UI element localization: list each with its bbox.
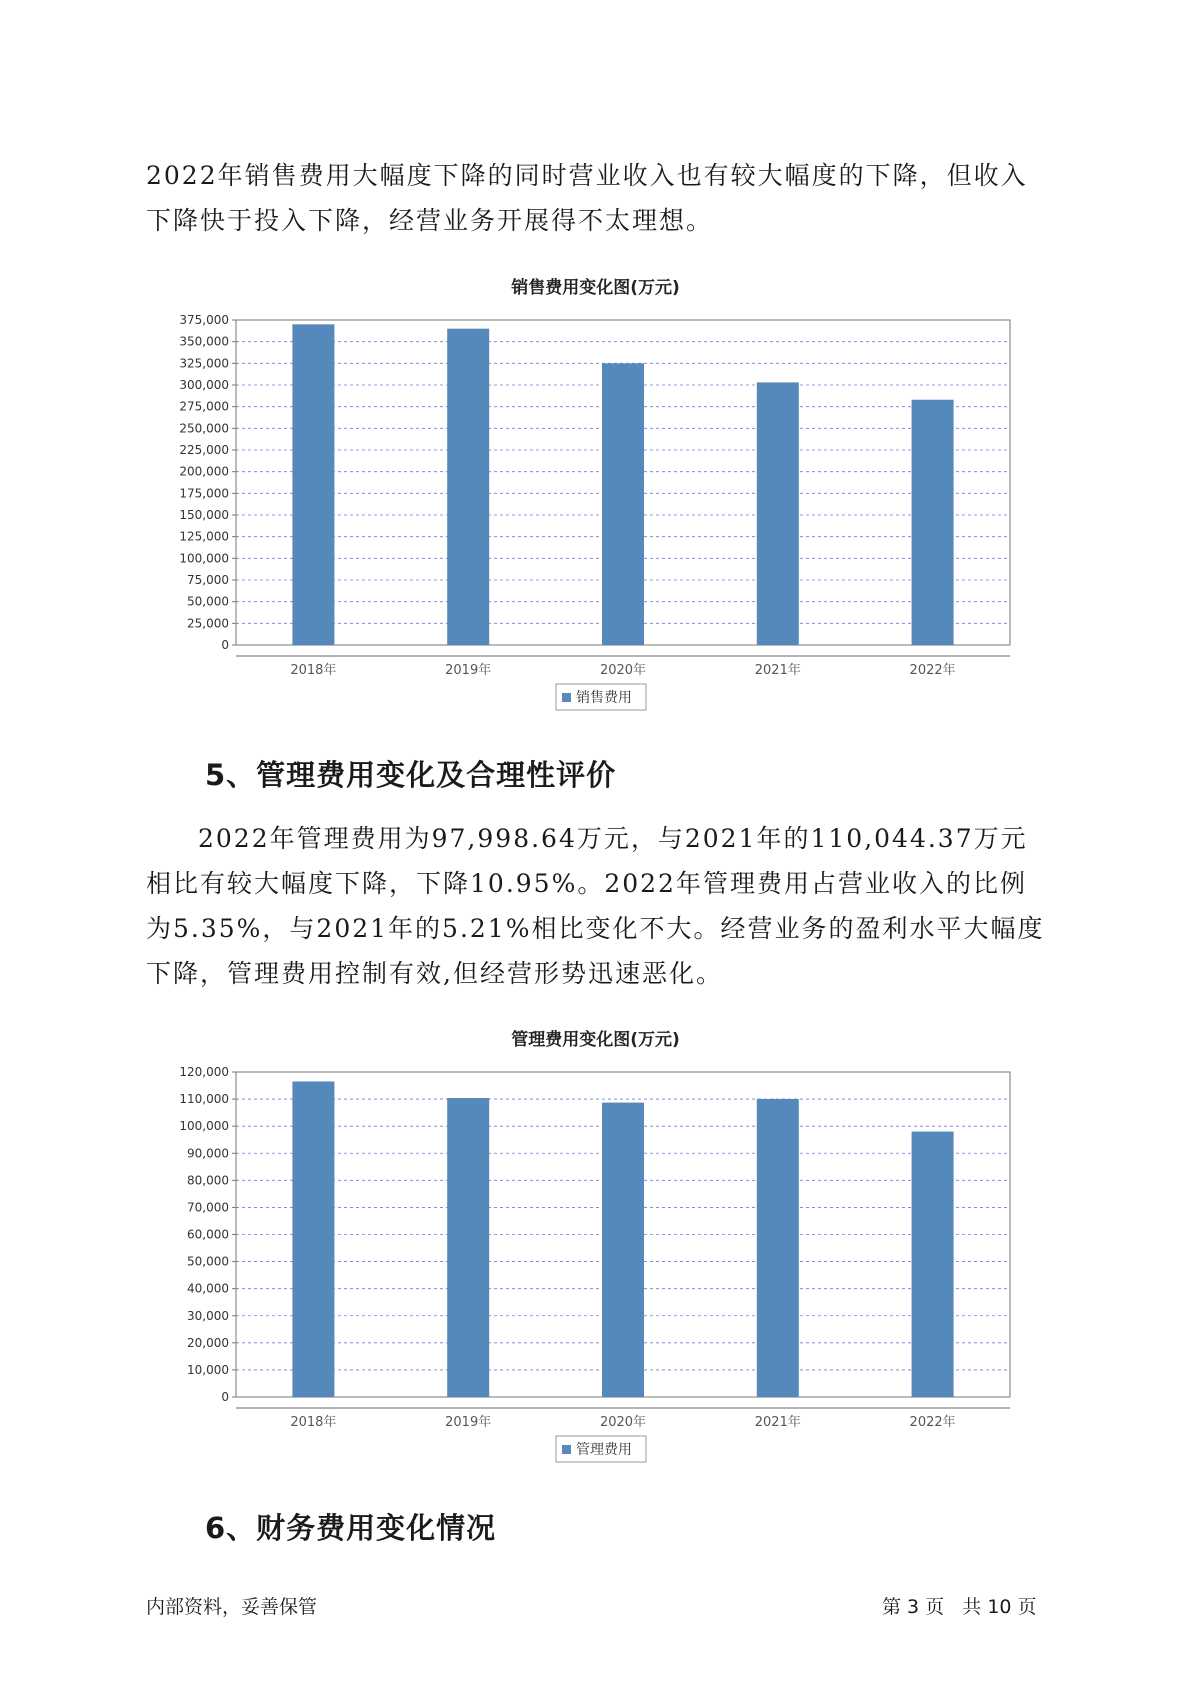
y-tick-label: 50,000: [187, 594, 229, 609]
paragraph-sales-expense: 2022年销售费用大幅度下降的同时营业收入也有较大幅度的下降，但收入下降快于投入下降，经营业务开展得不太理想。: [146, 161, 1028, 235]
y-tick-label: 25,000: [187, 616, 229, 631]
bar: [757, 382, 799, 645]
y-tick-label: 90,000: [187, 1146, 229, 1161]
chart-admin-expense: [0, 1052, 1191, 1472]
legend-swatch: [562, 693, 571, 702]
footer-confidential-note: 内部资料，妥善保管: [146, 1596, 318, 1618]
y-tick-label: 60,000: [187, 1227, 229, 1242]
x-tick-label: 2019年: [445, 1415, 492, 1430]
y-tick-label: 80,000: [187, 1173, 229, 1188]
y-tick-label: 75,000: [187, 573, 229, 587]
y-tick-label: 100,000: [179, 551, 229, 566]
section-heading-6: 6、财务费用变化情况: [205, 1511, 497, 1545]
y-tick-label: 120,000: [179, 1065, 229, 1079]
y-tick-label: 10,000: [187, 1362, 229, 1377]
section-heading-5: 5、管理费用变化及合理性评价: [205, 758, 617, 792]
x-tick-label: 2019年: [445, 663, 492, 678]
y-tick-label: 50,000: [187, 1254, 229, 1269]
legend-swatch: [562, 1445, 571, 1454]
y-tick-label: 0: [221, 1390, 229, 1404]
y-tick-label: 275,000: [179, 399, 229, 414]
bar: [602, 1103, 644, 1397]
x-tick-label: 2020年: [599, 1415, 647, 1430]
y-tick-label: 100,000: [179, 1119, 229, 1134]
y-tick-label: 150,000: [179, 508, 229, 522]
footer-page-number: 第 3 页 共 10 页: [882, 1596, 1037, 1618]
paragraph-admin-expense: 2022年管理费用为97,998.64万元，与2021年的110,044.37万元相比有较大幅度下降，下降10.95%。2022年管理费用占营业收入的比例为5.35%，与2021年的5.21%相比变化不大。经营业务的盈利水平大幅度下降，管理费用控制有效,但经营形势迅速恶化。: [146, 824, 1045, 988]
y-tick-label: 200,000: [179, 464, 229, 479]
chart-sales-expense: [0, 300, 1191, 720]
bar: [292, 324, 334, 645]
bar: [912, 400, 954, 645]
bar: [912, 1132, 954, 1397]
x-tick-label: 2021年: [754, 663, 801, 678]
y-tick-label: 30,000: [187, 1308, 229, 1323]
bar: [602, 363, 644, 645]
x-tick-label: 2022年: [909, 1415, 956, 1430]
y-tick-label: 110,000: [179, 1092, 229, 1107]
y-tick-label: 175,000: [179, 486, 229, 501]
chart-title-sales-expense: 销售费用变化图(万元): [511, 278, 680, 298]
legend-label: 管理费用: [576, 1442, 632, 1458]
y-tick-label: 350,000: [179, 334, 229, 349]
y-tick-label: 40,000: [187, 1281, 229, 1296]
y-tick-label: 325,000: [179, 356, 229, 371]
y-tick-label: 125,000: [179, 529, 229, 544]
x-tick-label: 2021年: [754, 1415, 801, 1430]
y-tick-label: 375,000: [179, 313, 229, 327]
legend-label: 销售费用: [576, 690, 632, 706]
x-tick-label: 2020年: [599, 663, 647, 678]
bar: [757, 1099, 799, 1397]
bar: [447, 329, 489, 645]
x-tick-label: 2022年: [909, 663, 956, 678]
bar: [447, 1098, 489, 1397]
x-tick-label: 2018年: [290, 663, 337, 678]
y-tick-label: 70,000: [187, 1200, 229, 1215]
y-tick-label: 250,000: [179, 421, 229, 436]
x-tick-label: 2018年: [290, 1415, 337, 1430]
chart-title-admin-expense: 管理费用变化图(万元): [511, 1030, 680, 1050]
y-tick-label: 300,000: [179, 378, 229, 392]
y-tick-label: 0: [221, 638, 229, 652]
bar: [292, 1081, 334, 1397]
y-tick-label: 225,000: [179, 443, 229, 457]
y-tick-label: 20,000: [187, 1335, 229, 1350]
